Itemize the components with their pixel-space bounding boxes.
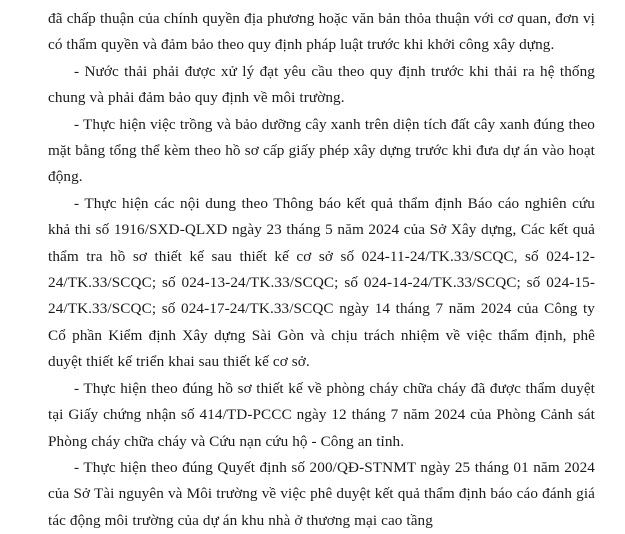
paragraph-fire-safety: - Thực hiện theo đúng hồ sơ thiết kế về phòng cháy chữa cháy đã được thẩm duyệt tại Giấy chứng nhận số 414/TD-PCCC ngày 12 tháng 7 năm 2024 của Phòng Cảnh sát Phòng cháy chữa cháy và Cứu nạn cứu hộ - Công an tỉnh. — [48, 379, 595, 450]
paragraph-environment-decision: - Thực hiện theo đúng Quyết định số 200/QĐ-STNMT ngày 25 tháng 01 năm 2024 của Sở Tài nguyên và Môi trường về việc phê duyệt kết quả thẩm định báo cáo đánh giá tác động môi trường của dự án khu nhà ở thương mại cao tầng — [48, 458, 595, 529]
paragraph-appraisal-notice: - Thực hiện các nội dung theo Thông báo kết quả thẩm định Báo cáo nghiên cứu khả thi số 1916/SXD-QLXD ngày 23 tháng 5 năm 2024 của Sở Xây dựng, Các kết quả thẩm tra hồ sơ thiết kế sau thiết kế cơ sở số 024-11-24/TK.33/SCQC, số 024-12-24/TK.33/SCQC; số 024-13-24/TK.33/SCQC; số 024-14-24/TK.33/SCQC; số 024-15-24/TK.33/SCQC; số 024-17-24/TK.33/SCQC ngày 14 tháng 7 năm 2024 của Công ty Cổ phần Kiểm định Xây dựng Sài Gòn và chịu trách nhiệm về việc thẩm định, phê duyệt thiết kế triển khai sau thiết kế cơ sở. — [48, 194, 595, 371]
paragraph-greenery: - Thực hiện việc trồng và bảo dưỡng cây xanh trên diện tích đất cây xanh đúng theo mặt bằng tổng thể kèm theo hồ sơ cấp giấy phép xây dựng trước khi đưa dự án vào hoạt động. — [48, 115, 595, 186]
paragraph-approval-authority: đã chấp thuận của chính quyền địa phương hoặc văn bản thỏa thuận với cơ quan, đơn vị có thẩm quyền và đảm bảo theo quy định pháp luật trước khi khởi công xây dựng. — [48, 10, 595, 54]
paragraph-wastewater: - Nước thải phải được xử lý đạt yêu cầu theo quy định trước khi thải ra hệ thống chung và phải đảm bảo quy định về môi trường. — [48, 62, 595, 107]
